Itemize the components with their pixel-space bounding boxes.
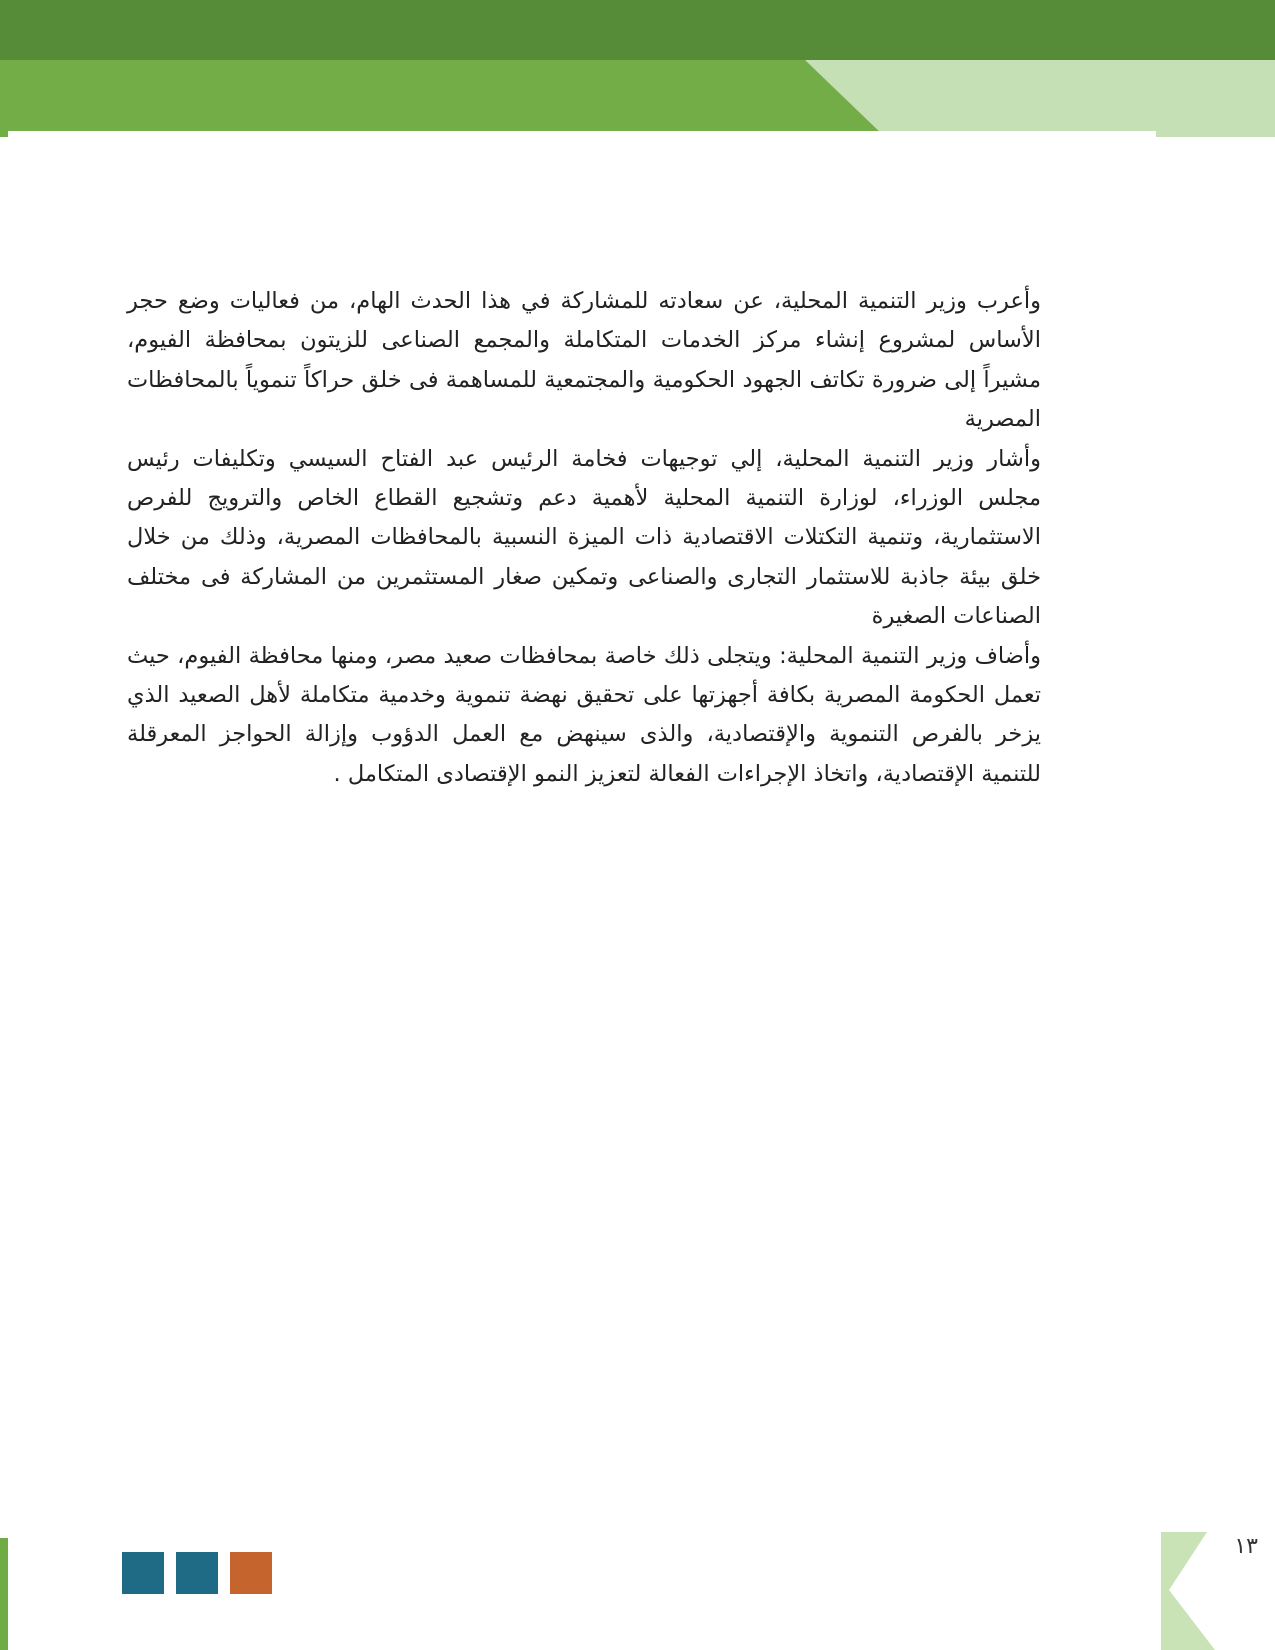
square-blue-2 xyxy=(176,1552,218,1594)
article-paragraph-1: وأعرب وزير التنمية المحلية، عن سعادته للمشاركة في هذا الحدث الهام، من فعاليات وضع حجر الأساس لمشروع إنشاء مركز الخدمات المتكاملة والمجمع الصناعى للزيتون بمحافظة الفيوم، مشيراً إلى ضرورة تكاتف الجهود الحكومية والمجتمعية للمساهمة فى خلق حراكاً تنموياً بالمحافظات المصرية xyxy=(127,288,1041,433)
page-number: ١٣ xyxy=(1234,1534,1258,1559)
article-paragraph-3: وأضاف وزير التنمية المحلية: ويتجلى ذلك خاصة بمحافظات صعيد مصر، ومنها محافظة الفيوم، حيث تعمل الحكومة المصرية بكافة أجهزتها على تحقيق نهضة تنموية وخدمية متكاملة لأهل الصعيد الذي يزخر بالفرص التنموية والإقتصادية، والذى سينهض مع العمل الدؤوب وإزالة الحواجز المعرقلة للتنمية الإقتصادية، واتخاذ الإجراءات الفعالة لتعزيز النمو الإقتصادى المتكامل . xyxy=(127,642,1041,787)
header-white-sheet xyxy=(8,131,1156,140)
header-banner xyxy=(0,0,1275,140)
header-light-wedge xyxy=(805,60,1275,137)
corner-chevron-shape xyxy=(1161,1532,1215,1650)
square-orange xyxy=(230,1552,272,1594)
article-paragraph-2: وأشار وزير التنمية المحلية، إلي توجيهات فخامة الرئيس عبد الفتاح السيسي وتكليفات رئيس مجلس الوزراء، لوزارة التنمية المحلية لأهمية دعم وتشجيع القطاع الخاص والترويج للفرص الاستثمارية، وتنمية التكتلات الاقتصادية ذات الميزة النسبية بالمحافظات المصرية، وذلك من خلال خلق بيئة جاذبة للاستثمار التجارى والصناعى وتمكين صغار المستثمرين من المشاركة فى مختلف الصناعات الصغيرة xyxy=(127,445,1041,630)
header-top-band xyxy=(0,0,1275,60)
left-edge-bar xyxy=(0,1538,8,1650)
square-blue-1 xyxy=(122,1552,164,1594)
article-body xyxy=(127,282,1041,794)
